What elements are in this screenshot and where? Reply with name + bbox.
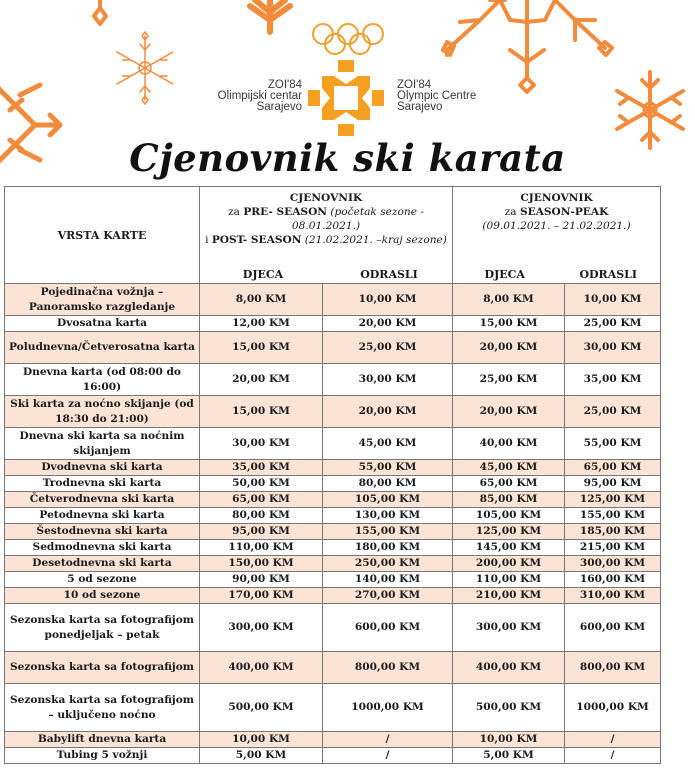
- peak-season-child-price: 15,00 KM: [453, 316, 565, 332]
- table-row: [5, 316, 661, 332]
- table-row: [5, 332, 661, 364]
- table-row: [5, 284, 661, 316]
- ticket-type-cell: Babylift dnevna karta: [5, 732, 200, 748]
- peak-season-adult-price: 215,00 KM: [565, 540, 661, 556]
- peak-season-adult-price: 310,00 KM: [565, 588, 661, 604]
- peak-season-child-price: 200,00 KM: [453, 556, 565, 572]
- table-row: [5, 556, 661, 572]
- peak-season-adult-price: 185,00 KM: [565, 524, 661, 540]
- peak-season-child-price: 45,00 KM: [453, 460, 565, 476]
- pre-season-child-price: 80,00 KM: [200, 508, 323, 524]
- ticket-type-cell: Sedmodnevna ski karta: [5, 540, 200, 556]
- logo-line: ZOI'84: [397, 79, 432, 91]
- pre-season-adult-price: 10,00 KM: [323, 284, 453, 316]
- pre-season-label: PRE- SEASON: [243, 206, 327, 218]
- ticket-type-cell: 5 od sezone: [5, 572, 200, 588]
- peak-season-adult-price: 300,00 KM: [565, 556, 661, 572]
- logo-line: Sarajevo: [256, 101, 302, 113]
- pre-season-adult-price: 250,00 KM: [323, 556, 453, 572]
- pre-season-child-price: 12,00 KM: [200, 316, 323, 332]
- ticket-type-cell: Tubing 5 vožnji: [5, 748, 200, 764]
- pre-heading: CJENOVNIK: [289, 192, 363, 204]
- pre-season-adult-price: 20,00 KM: [323, 316, 453, 332]
- table-row: [5, 492, 661, 508]
- pre-season-adult-price: 105,00 KM: [323, 492, 453, 508]
- table-row: [5, 604, 661, 652]
- ticket-type-cell: Dvosatna karta: [5, 316, 200, 332]
- pre-season-adult-price: 180,00 KM: [323, 540, 453, 556]
- pre-season-child-price: 95,00 KM: [200, 524, 323, 540]
- pre-season-adult-price: 45,00 KM: [323, 428, 453, 460]
- peak-season-adult-price: 1000,00 KM: [565, 684, 661, 732]
- table-row: [5, 364, 661, 396]
- pre-season-adult-price: /: [323, 732, 453, 748]
- logo-line: ZOI'84: [267, 79, 302, 91]
- pre-season-adult-price: 20,00 KM: [323, 396, 453, 428]
- ticket-type-cell: Dnevna ski karta sa noćnim skijanjem: [5, 428, 200, 460]
- peak-season-child-price: 400,00 KM: [453, 652, 565, 684]
- table-header-row: [5, 187, 661, 284]
- pre-season-child-price: 300,00 KM: [200, 604, 323, 652]
- subheader-adults: ODRASLI: [579, 268, 638, 281]
- pre-season-child-price: 65,00 KM: [200, 492, 323, 508]
- pre-season-dates: (početak sezone - 08.01.2021.): [291, 206, 424, 232]
- peak-season-adult-price: 30,00 KM: [565, 332, 661, 364]
- peak-season-adult-price: 10,00 KM: [565, 284, 661, 316]
- post-season-dates: (21.02.2021. –kraj sezone): [301, 234, 447, 246]
- peak-season-child-price: 20,00 KM: [453, 332, 565, 364]
- pre-season-child-price: 500,00 KM: [200, 684, 323, 732]
- table-row: [5, 524, 661, 540]
- peak-season-adult-price: /: [565, 748, 661, 764]
- pre-season-adult-price: 800,00 KM: [323, 652, 453, 684]
- peak-heading: CJENOVNIK: [520, 192, 593, 204]
- peak-season-child-price: 65,00 KM: [453, 476, 565, 492]
- ticket-type-cell: Sezonska karta sa fotografijom – uključeno noćno: [5, 684, 200, 732]
- post-season-label: POST- SEASON: [211, 234, 302, 246]
- table-row: [5, 428, 661, 460]
- ticket-type-cell: Poludnevna/Četverosatna karta: [5, 332, 200, 364]
- ticket-type-cell: Šestodnevna ski karta: [5, 524, 200, 540]
- peak-season-dates: (09.01.2021. – 21.02.2021.): [482, 220, 631, 232]
- price-table: [4, 186, 661, 764]
- table-row: [5, 748, 661, 764]
- column-header-season-peak: [453, 187, 661, 284]
- pre-season-adult-price: 80,00 KM: [323, 476, 453, 492]
- peak-season-child-price: 110,00 KM: [453, 572, 565, 588]
- pre-season-adult-price: 140,00 KM: [323, 572, 453, 588]
- peak-season-child-price: 125,00 KM: [453, 524, 565, 540]
- pre-season-child-price: 110,00 KM: [200, 540, 323, 556]
- ticket-type-cell: Pojedinačna vožnja – Panoramsko razgledanje: [5, 284, 200, 316]
- page-title: Cjenovnik ski karata: [129, 136, 566, 180]
- pre-season-adult-price: 155,00 KM: [323, 524, 453, 540]
- pre-season-child-price: 30,00 KM: [200, 428, 323, 460]
- pre-season-child-price: 400,00 KM: [200, 652, 323, 684]
- peak-season-adult-price: 25,00 KM: [565, 316, 661, 332]
- peak-season-adult-price: /: [565, 732, 661, 748]
- peak-season-child-price: 85,00 KM: [453, 492, 565, 508]
- pre-season-child-price: 170,00 KM: [200, 588, 323, 604]
- subheader-adults: ODRASLI: [360, 268, 418, 281]
- peak-season-adult-price: 25,00 KM: [565, 396, 661, 428]
- ticket-type-cell: Desetodnevna ski karta: [5, 556, 200, 572]
- pre-season-adult-price: 55,00 KM: [323, 460, 453, 476]
- ticket-type-cell: Četverodnevna ski karta: [5, 492, 200, 508]
- peak-season-label: SEASON-PEAK: [519, 206, 609, 218]
- peak-season-adult-price: 600,00 KM: [565, 604, 661, 652]
- olympic-rings-icon: [310, 20, 386, 60]
- ticket-type-cell: 10 od sezone: [5, 588, 200, 604]
- peak-prefix: za: [504, 206, 520, 218]
- peak-season-child-price: 25,00 KM: [453, 364, 565, 396]
- pre-season-adult-price: 270,00 KM: [323, 588, 453, 604]
- pre-season-adult-price: 25,00 KM: [323, 332, 453, 364]
- ticket-type-cell: Dnevna karta (od 08:00 do 16:00): [5, 364, 200, 396]
- column-header-ticket-type: VRSTA KARTE: [5, 187, 200, 284]
- logo-line: Olympic Centre: [397, 90, 477, 102]
- table-row: [5, 572, 661, 588]
- table-row: [5, 684, 661, 732]
- table-row: [5, 396, 661, 428]
- table-row: [5, 588, 661, 604]
- pre-season-child-price: 20,00 KM: [200, 364, 323, 396]
- pre-season-adult-price: 1000,00 KM: [323, 684, 453, 732]
- peak-season-child-price: 145,00 KM: [453, 540, 565, 556]
- peak-season-adult-price: 155,00 KM: [565, 508, 661, 524]
- table-row: [5, 540, 661, 556]
- ticket-type-cell: Ski karta za noćno skijanje (od 18:30 do 21:00): [5, 396, 200, 428]
- peak-season-child-price: 40,00 KM: [453, 428, 565, 460]
- ticket-type-cell: Petodnevna ski karta: [5, 508, 200, 524]
- peak-season-adult-price: 125,00 KM: [565, 492, 661, 508]
- pre-prefix: za: [228, 206, 244, 218]
- peak-season-adult-price: 95,00 KM: [565, 476, 661, 492]
- sarajevo-84-emblem-icon: [308, 60, 384, 136]
- table-row: [5, 460, 661, 476]
- pre-season-child-price: 90,00 KM: [200, 572, 323, 588]
- pre-season-child-price: 15,00 KM: [200, 332, 323, 364]
- peak-season-child-price: 8,00 KM: [453, 284, 565, 316]
- table-row: [5, 732, 661, 748]
- subheader-children: DJECA: [242, 268, 284, 281]
- peak-season-adult-price: 55,00 KM: [565, 428, 661, 460]
- pre-season-child-price: 150,00 KM: [200, 556, 323, 572]
- table-row: [5, 476, 661, 492]
- column-header-pre-post-season: [200, 187, 453, 284]
- logo-text-local: [190, 80, 302, 113]
- peak-season-adult-price: 65,00 KM: [565, 460, 661, 476]
- peak-season-child-price: 20,00 KM: [453, 396, 565, 428]
- peak-season-adult-price: 35,00 KM: [565, 364, 661, 396]
- peak-season-adult-price: 800,00 KM: [565, 652, 661, 684]
- peak-season-adult-price: 160,00 KM: [565, 572, 661, 588]
- peak-season-child-price: 500,00 KM: [453, 684, 565, 732]
- pre-season-child-price: 10,00 KM: [200, 732, 323, 748]
- peak-season-child-price: 105,00 KM: [453, 508, 565, 524]
- peak-season-child-price: 210,00 KM: [453, 588, 565, 604]
- ticket-type-cell: Sezonska karta sa fotografijom: [5, 652, 200, 684]
- logo-text-english: [397, 80, 527, 113]
- pre-season-adult-price: 130,00 KM: [323, 508, 453, 524]
- peak-season-child-price: 300,00 KM: [453, 604, 565, 652]
- table-row: [5, 652, 661, 684]
- table-row: [5, 508, 661, 524]
- pre-season-child-price: 35,00 KM: [200, 460, 323, 476]
- pre-season-adult-price: /: [323, 748, 453, 764]
- logo-line: Olimpijski centar: [217, 90, 302, 102]
- ticket-type-cell: Sezonska karta sa fotografijom ponedjeljak – petak: [5, 604, 200, 652]
- pre-season-child-price: 15,00 KM: [200, 396, 323, 428]
- pre-season-adult-price: 30,00 KM: [323, 364, 453, 396]
- pre-season-child-price: 50,00 KM: [200, 476, 323, 492]
- price-table-body: [5, 284, 661, 764]
- ticket-type-cell: Dvodnevna ski karta: [5, 460, 200, 476]
- post-prefix: i: [205, 234, 212, 246]
- peak-season-child-price: 10,00 KM: [453, 732, 565, 748]
- logo-line: Sarajevo: [397, 101, 443, 113]
- pre-season-child-price: 5,00 KM: [200, 748, 323, 764]
- ticket-type-cell: Trodnevna ski karta: [5, 476, 200, 492]
- pre-season-adult-price: 600,00 KM: [323, 604, 453, 652]
- pre-season-child-price: 8,00 KM: [200, 284, 323, 316]
- peak-season-child-price: 5,00 KM: [453, 748, 565, 764]
- subheader-children: DJECA: [484, 268, 525, 281]
